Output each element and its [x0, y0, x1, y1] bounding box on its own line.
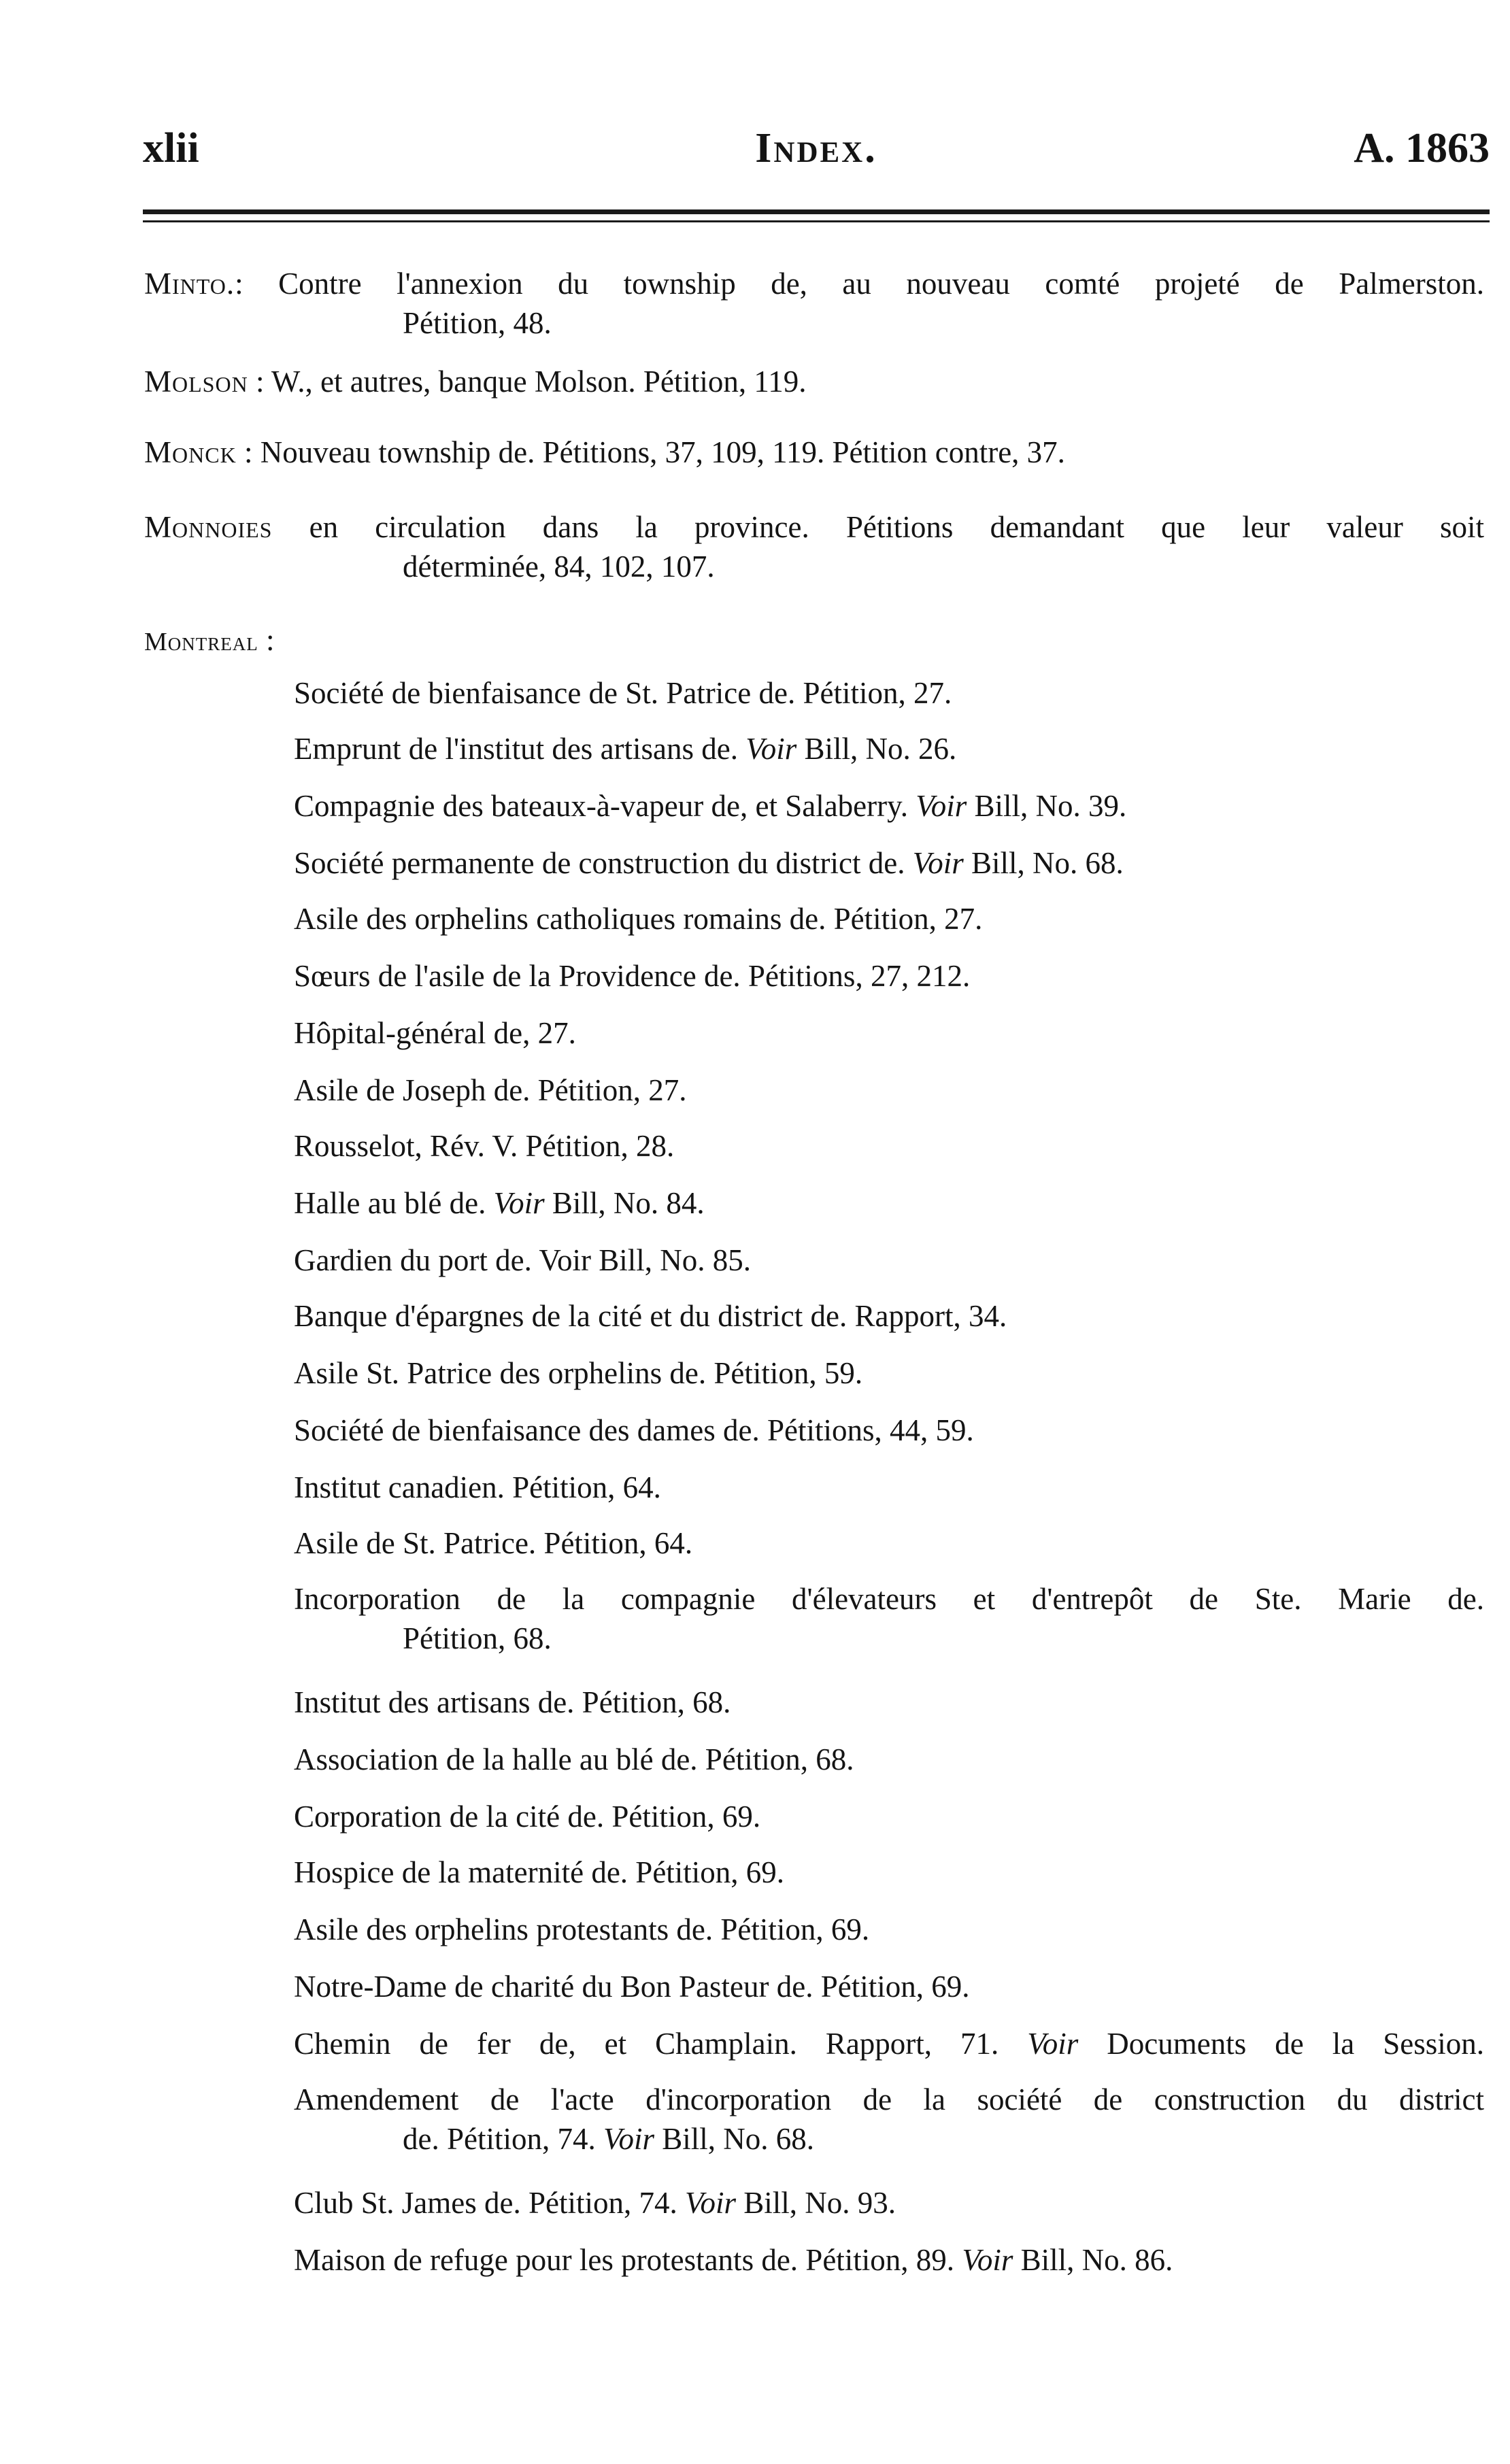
montreal-subentry: Société de bienfaisance des dames de. Pétitions, 44, 59.	[294, 1413, 974, 1447]
montreal-subentry: Asile St. Patrice des orphelins de. Pétition, 59.	[294, 1356, 863, 1390]
montreal-subentry: Club St. James de. Pétition, 74. Voir Bill, No. 93.	[294, 2186, 896, 2220]
montreal-subentry: Hôpital-général de, 27.	[294, 1016, 576, 1050]
montreal-subentry: Gardien du port de. Voir Bill, No. 85.	[294, 1243, 752, 1277]
montreal-subentry: Asile de St. Patrice. Pétition, 64.	[294, 1526, 693, 1560]
montreal-subentry: Association de la halle au blé de. Pétition, 68.	[294, 1742, 854, 1776]
montreal-subentry: Institut des artisans de. Pétition, 68.	[294, 1685, 731, 1719]
index-entry-monnoies: Monnoies en circulation dans la province. Pétitions demandant que leur valeur soit déterminée, 84, 102, 107.	[144, 510, 1484, 584]
montreal-subentry: Compagnie des bateaux-à-vapeur de, et Salaberry. Voir Bill, No. 39.	[294, 789, 1127, 823]
montreal-subentry: Asile de Joseph de. Pétition, 27.	[294, 1073, 687, 1107]
montreal-subentry: Banque d'épargnes de la cité et du district de. Rapport, 34.	[294, 1299, 1007, 1333]
montreal-subentry: Hospice de la maternité de. Pétition, 69.	[294, 1855, 785, 1889]
running-title: Index.	[755, 125, 877, 171]
header-rule-thick	[143, 209, 1490, 214]
page-header	[143, 121, 1490, 175]
index-entry-molson: Molson : W., et autres, banque Molson. Pétition, 119.	[144, 365, 807, 399]
montreal-subentry: Amendement de l'acte d'incorporation de la société de construction du district de. Pétition, 74. Voir Bill, No. 68.	[294, 2082, 1484, 2156]
montreal-subentry: Société permanente de construction du district de. Voir Bill, No. 68.	[294, 846, 1124, 880]
montreal-subentry: Société de bienfaisance de St. Patrice de. Pétition, 27.	[294, 676, 952, 710]
montreal-subentry: Maison de refuge pour les protestants de. Pétition, 89. Voir Bill, No. 86.	[294, 2243, 1173, 2277]
header-rule-thin	[143, 220, 1490, 222]
montreal-subentry: Chemin de fer de, et Champlain. Rapport, 71. Voir Documents de la Session.	[294, 2027, 1484, 2061]
year: A. 1863	[1354, 125, 1490, 171]
index-entry-monck: Monck : Nouveau township de. Pétitions, 37, 109, 119. Pétition contre, 37.	[144, 435, 1065, 469]
montreal-subentry: Emprunt de l'institut des artisans de. Voir Bill, No. 26.	[294, 732, 957, 766]
montreal-subentry: Rousselot, Rév. V. Pétition, 28.	[294, 1129, 675, 1163]
index-entry-montreal: Montreal :	[144, 623, 275, 657]
montreal-subentry: Sœurs de l'asile de la Providence de. Pétitions, 27, 212.	[294, 959, 971, 993]
montreal-subentry: Incorporation de la compagnie d'élevateurs et d'entrepôt de Ste. Marie de. Pétition, 68.	[294, 1582, 1484, 1655]
montreal-subentry: Asile des orphelins protestants de. Pétition, 69.	[294, 1912, 870, 1946]
index-entry-minto: Minto.: Contre l'annexion du township de, au nouveau comté projeté de Palmerston. Pétition, 48.	[144, 267, 1484, 340]
montreal-subentry: Corporation de la cité de. Pétition, 69.	[294, 1800, 761, 1834]
page-number: xlii	[143, 125, 199, 171]
montreal-subentry: Notre-Dame de charité du Bon Pasteur de. Pétition, 69.	[294, 1970, 970, 2004]
montreal-subentry: Institut canadien. Pétition, 64.	[294, 1470, 661, 1504]
montreal-subentry: Halle au blé de. Voir Bill, No. 84.	[294, 1186, 705, 1220]
montreal-subentry: Asile des orphelins catholiques romains de. Pétition, 27.	[294, 902, 983, 936]
